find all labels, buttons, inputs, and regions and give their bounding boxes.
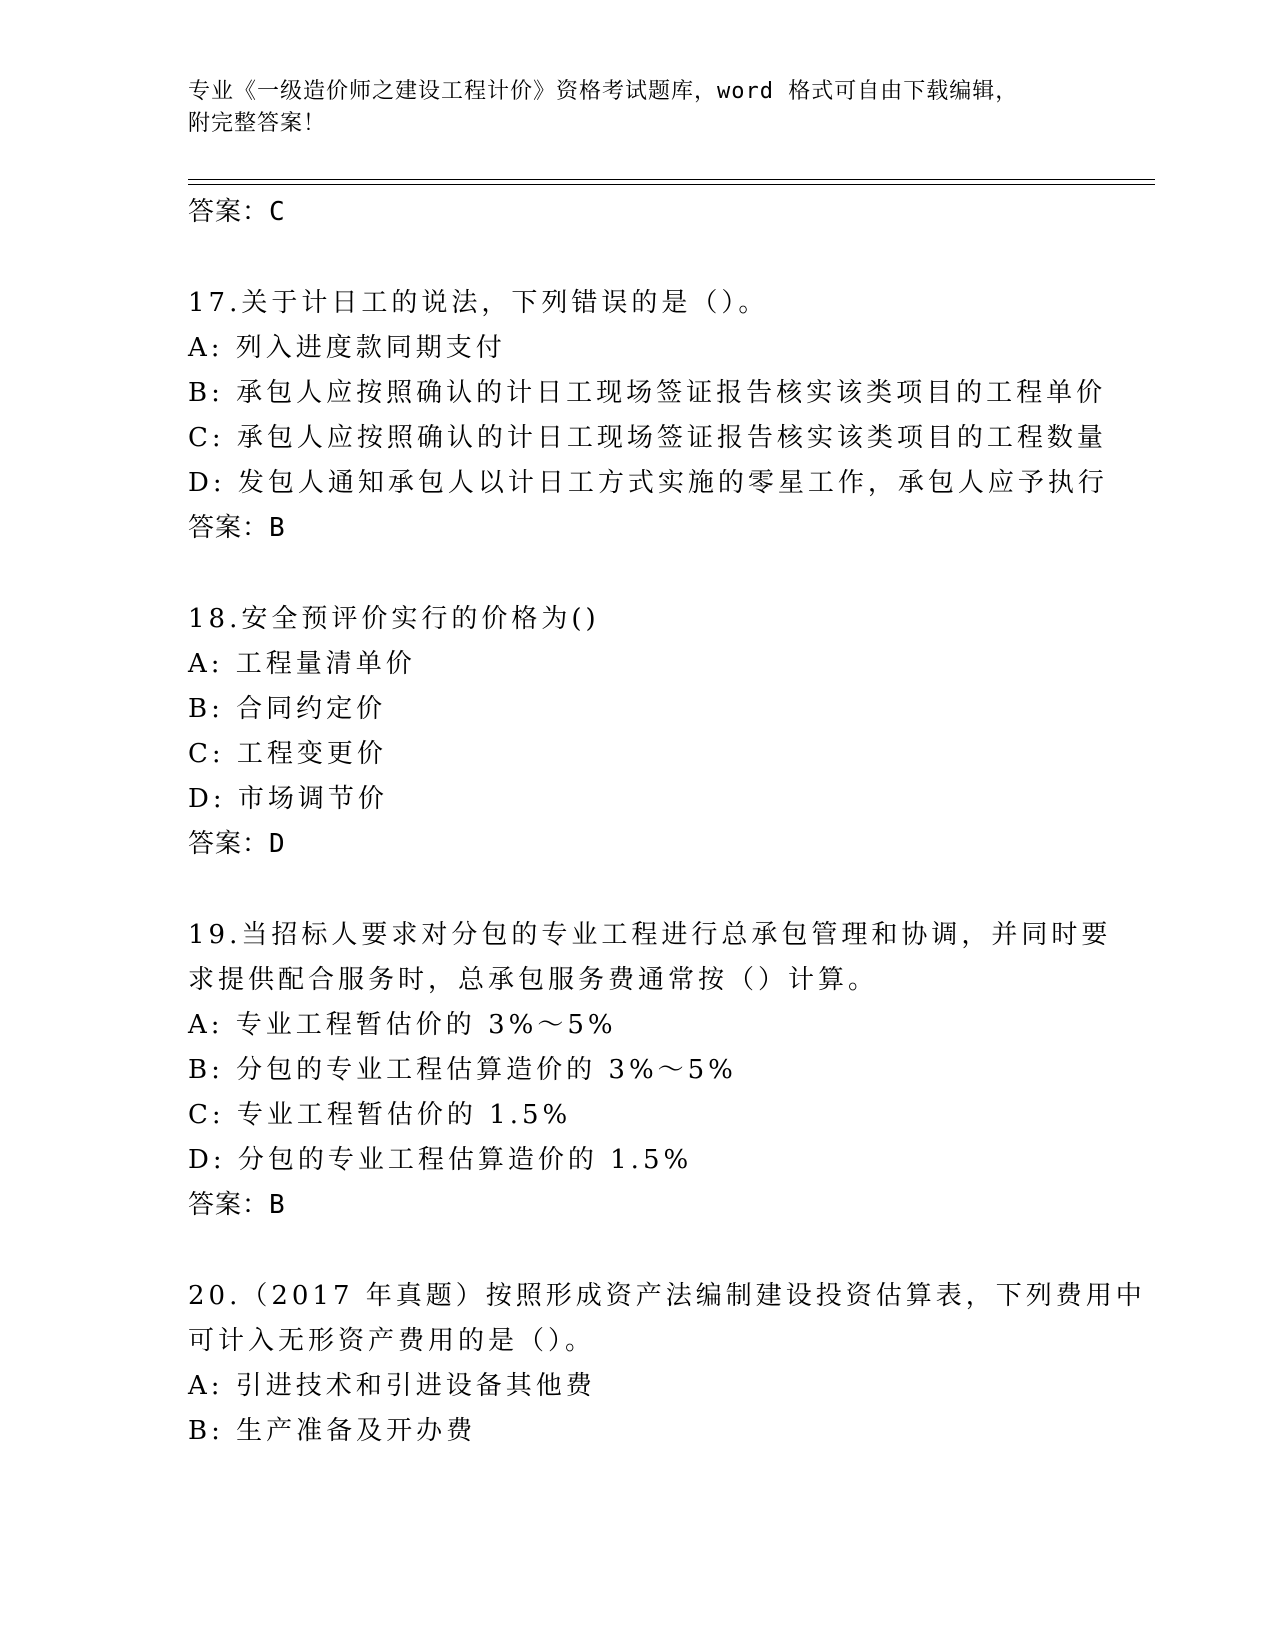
question-stem-line-2: 求提供配合服务时，总承包服务费通常按（）计算。 bbox=[188, 965, 879, 995]
option-a: A: 引进技术和引进设备其他费 bbox=[188, 1371, 596, 1401]
header-divider bbox=[188, 179, 1155, 185]
option-b: B: 生产准备及开办费 bbox=[188, 1416, 477, 1446]
option-c: C: 专业工程暂估价的 1.5% bbox=[188, 1100, 572, 1130]
header-line-2: 附完整答案！ bbox=[188, 111, 327, 136]
option-a: A: 专业工程暂估价的 3%～5% bbox=[188, 1010, 617, 1040]
question-stem-line-1: 19.当招标人要求对分包的专业工程进行总承包管理和协调，并同时要 bbox=[188, 920, 1112, 950]
question-17 bbox=[188, 281, 1148, 551]
question-stem: 18.安全预评价实行的价格为() bbox=[188, 604, 600, 634]
question-20 bbox=[188, 1274, 1148, 1454]
option-a: A: 列入进度款同期支付 bbox=[188, 333, 506, 363]
option-d: D: 分包的专业工程估算造价的 1.5% bbox=[188, 1145, 693, 1175]
document-header bbox=[188, 76, 1068, 140]
question-stem-line-1: 20.（2017 年真题）按照形成资产法编制建设投资估算表，下列费用中 bbox=[188, 1281, 1146, 1311]
question-stem: 17.关于计日工的说法，下列错误的是（）。 bbox=[188, 288, 769, 318]
spacer bbox=[188, 235, 1148, 281]
spacer bbox=[188, 867, 1148, 913]
option-c: C: 工程变更价 bbox=[188, 739, 387, 769]
option-d: D: 发包人通知承包人以计日工方式实施的零星工作，承包人应予执行 bbox=[188, 468, 1108, 498]
option-c: C: 承包人应按照确认的计日工现场签证报告核实该类项目的工程数量 bbox=[188, 423, 1107, 453]
question-18 bbox=[188, 597, 1148, 867]
question-stem-line-2: 可计入无形资产费用的是（）。 bbox=[188, 1326, 596, 1356]
question-answer: 答案：B bbox=[188, 1190, 286, 1220]
question-list bbox=[188, 190, 1148, 1454]
question-19 bbox=[188, 913, 1148, 1228]
header-line-1: 专业《一级造价师之建设工程计价》资格考试题库，word 格式可自由下载编辑， bbox=[188, 79, 1019, 104]
spacer bbox=[188, 1228, 1148, 1274]
option-a: A: 工程量清单价 bbox=[188, 649, 416, 679]
option-b: B: 分包的专业工程估算造价的 3%～5% bbox=[188, 1055, 737, 1085]
answer-prev: 答案：C bbox=[188, 197, 286, 227]
option-b: B: 承包人应按照确认的计日工现场签证报告核实该类项目的工程单价 bbox=[188, 378, 1107, 408]
spacer bbox=[188, 551, 1148, 597]
question-answer: 答案：B bbox=[188, 513, 286, 543]
question-answer: 答案：D bbox=[188, 829, 286, 859]
option-d: D: 市场调节价 bbox=[188, 784, 388, 814]
option-b: B: 合同约定价 bbox=[188, 694, 387, 724]
